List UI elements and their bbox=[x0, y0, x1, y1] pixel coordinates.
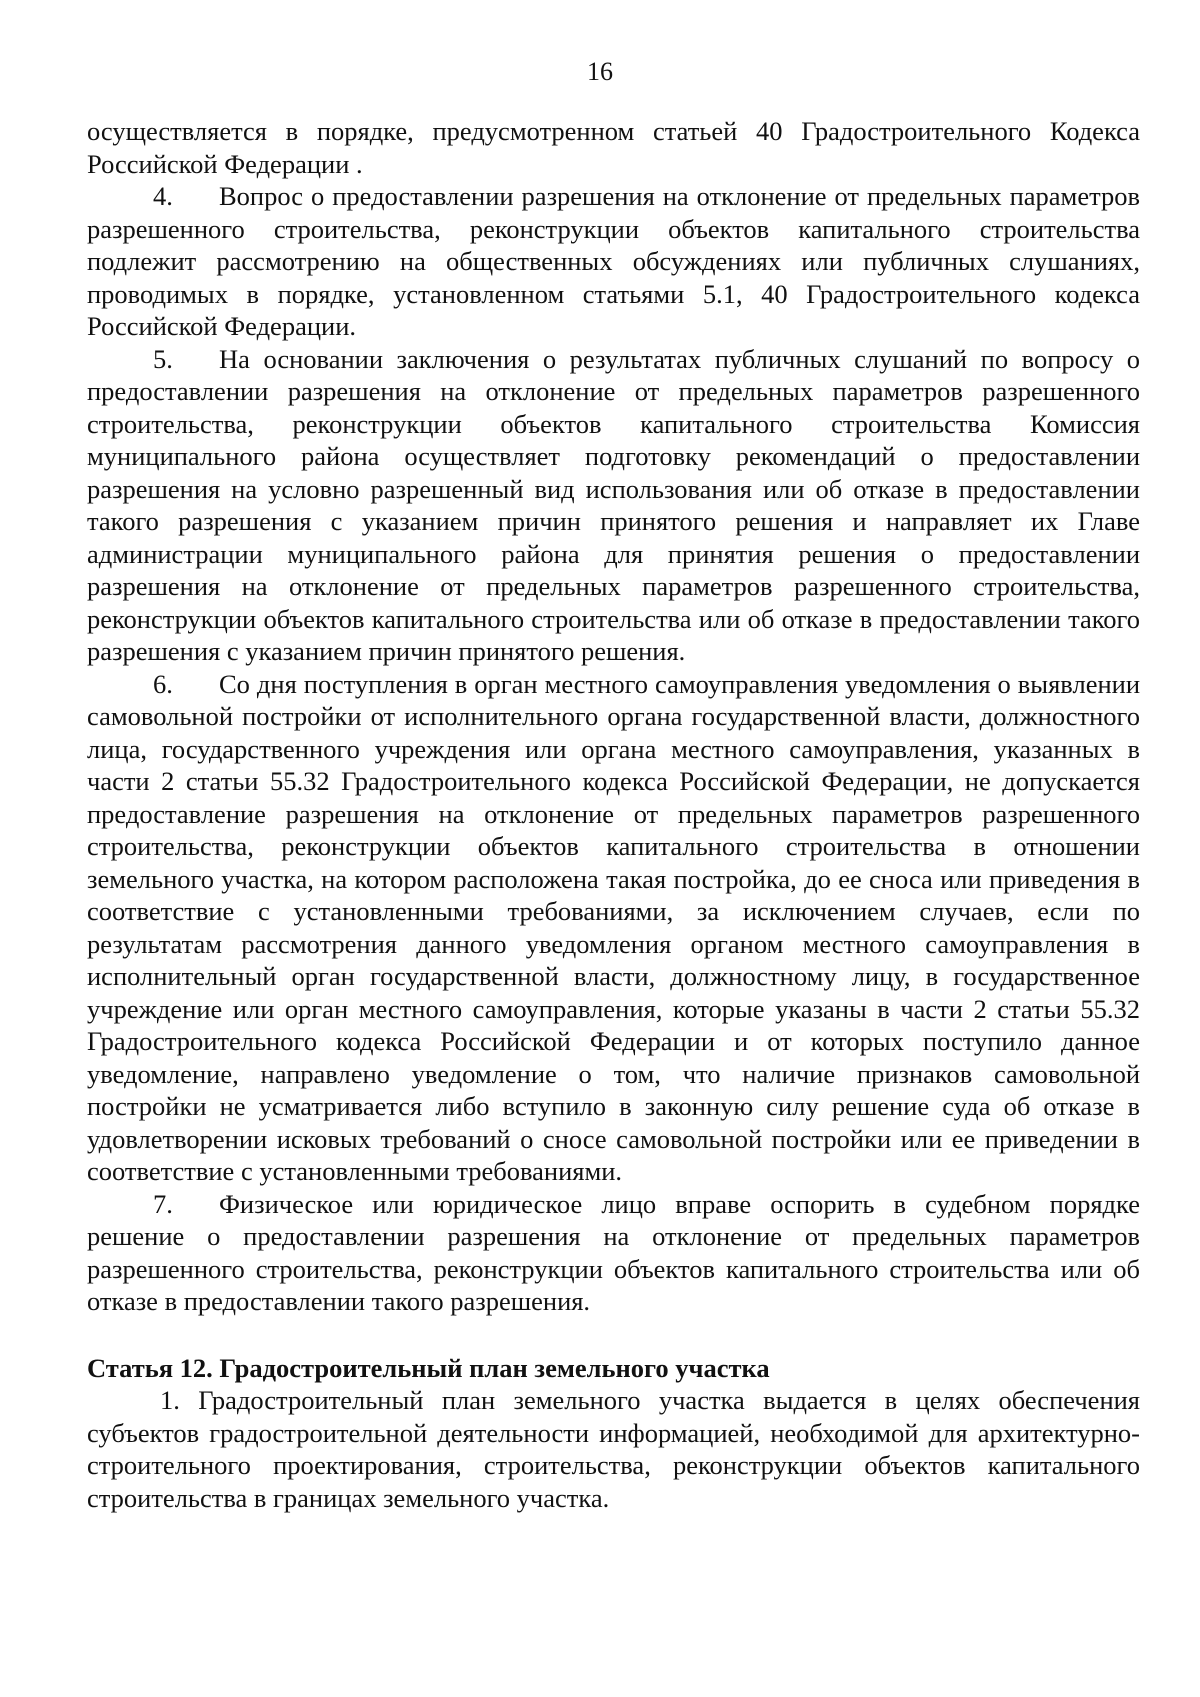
paragraph-item-6 bbox=[87, 668, 1140, 1188]
article-heading: Статья 12. Градостроительный план земельного участка bbox=[87, 1352, 770, 1383]
article-paragraph-1: 1. Градостроительный план земельного участка выдается в целях обеспечения субъектов градостроительной деятельности информацией, необходимой для архитектурно-строительного проектирования, строительства, реконструкции объектов капитального строительства в границах земельного участка. bbox=[87, 1385, 1140, 1513]
item-text-5: На основании заключения о результатах публичных слушаний по вопросу о предоставлении разрешения на отклонение от предельных параметров разрешенного строительства, реконструкции объектов капитального строительства Комиссия муниципального района осуществляет подготовку рекомендаций о предоставлении разрешения на условно разрешенный вид использования или об отказе в предоставлении такого разрешения с указанием причин принятого решения и направляет их Главе администрации муниципального района для принятия решения о предоставлении разрешения на отклонение от предельных параметров разрешенного строительства, реконструкции объектов капитального строительства или об отказе в предоставлении такого разрешения с указанием причин принятого решения. bbox=[87, 343, 1140, 666]
page-number: 16 bbox=[587, 57, 613, 86]
paragraph-item-5 bbox=[87, 343, 1140, 668]
document-body bbox=[87, 115, 1140, 1514]
item-number-4: 4. bbox=[153, 181, 173, 211]
item-text-7: Физическое или юридическое лицо вправе оспорить в судебном порядке решение о предоставлении разрешения на отклонение от предельных параметров разрешенного строительства, реконструкции объектов капитального строительства или об отказе в предоставлении такого разрешения. bbox=[87, 1188, 1140, 1316]
item-text-6: Со дня поступления в орган местного самоуправления уведомления о выявлении самовольной постройки от исполнительного органа государственной власти, должностного лица, государственного учреждения или органа местного самоуправления, указанных в части 2 статьи 55.32 Градостроительного кодекса Российской Федерации, не допускается предоставление разрешения на отклонение от предельных параметров разрешенного строительства, реконструкции объектов капитального строительства в отношении земельного участка, на котором расположена такая постройка, до ее сноса или приведения в соответствие с установленными требованиями, за исключением случаев, если по результатам рассмотрения данного уведомления органом местного самоуправления в исполнительный орган государственной власти, должностному лицу, в государственное учреждение или орган местного самоуправления, которые указаны в части 2 статьи 55.32 Градостроительного кодекса Российской Федерации и от которых поступило данное уведомление, направлено уведомление о том, что наличие признаков самовольной постройки не усматривается либо вступило в законную силу решение суда об отказе в удовлетворении исковых требований о сносе самовольной постройки или ее приведении в соответствие с установленными требованиями. bbox=[87, 668, 1140, 1186]
paragraph-item-4 bbox=[87, 180, 1140, 343]
item-number-6: 6. bbox=[153, 668, 173, 699]
paragraph-continuation: осуществляется в порядке, предусмотренном статьей 40 Градостроительного Кодекса Российской Федерации . bbox=[87, 116, 1140, 179]
item-number-7: 7. bbox=[153, 1188, 173, 1219]
paragraph-item-7 bbox=[87, 1188, 1140, 1318]
item-number-5: 5. bbox=[153, 343, 173, 374]
item-text-4: Вопрос о предоставлении разрешения на отклонение от предельных параметров разрешенного строительства, реконструкции объектов капитального строительства подлежит рассмотрению на общественных обсуждениях или публичных слушаниях, проводимых в порядке, установленном статьями 5.1, 40 Градостроительного кодекса Российской Федерации. bbox=[87, 181, 1140, 341]
